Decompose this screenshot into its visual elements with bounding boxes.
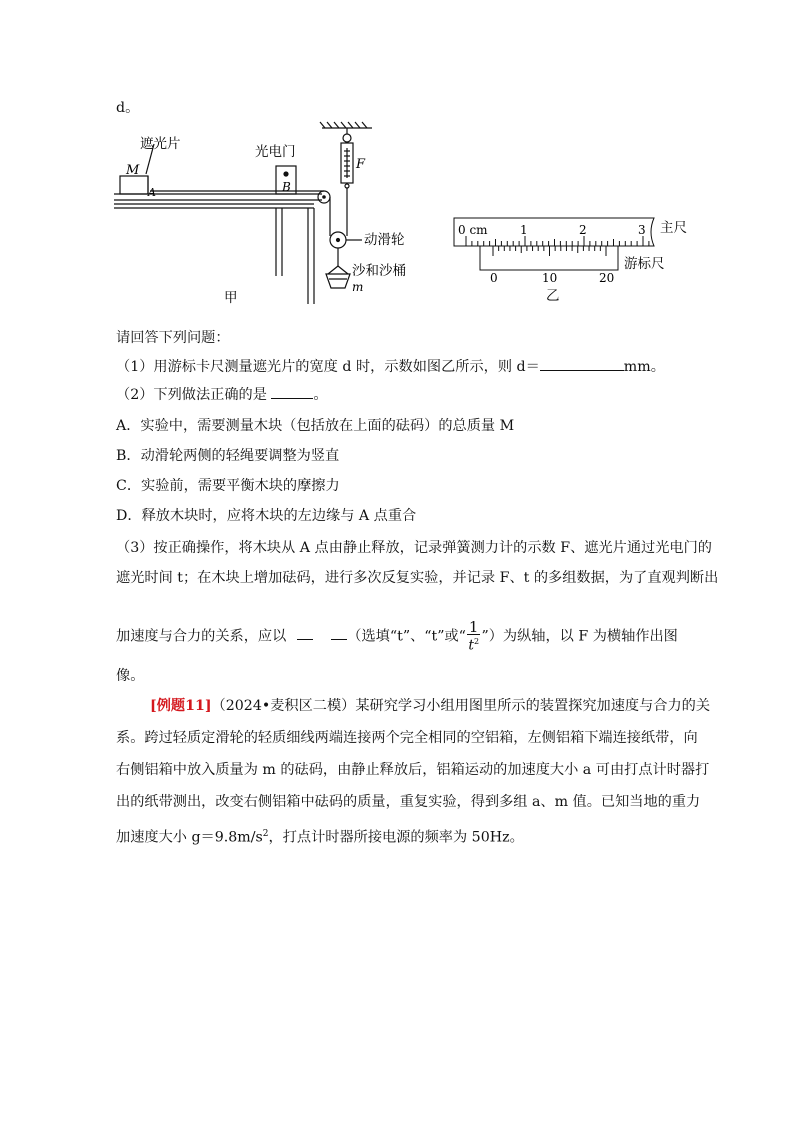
option-c: C．实验前，需要平衡木块的摩擦力 xyxy=(116,478,340,494)
example-l1: （2024•麦积区二模）某研究学习小组用图里所示的装置探究加速度与合力的关 xyxy=(211,698,711,714)
figure-yi xyxy=(446,212,696,304)
label-bucket: 沙和沙桶 xyxy=(352,263,406,279)
q2-text: （2）下列做法正确的是 xyxy=(116,387,272,403)
tick-3: 3 xyxy=(638,223,646,237)
caption-jia: 甲 xyxy=(224,290,238,306)
caption-yi: 乙 xyxy=(546,288,560,304)
label-F: F xyxy=(356,157,366,172)
q2-end: 。 xyxy=(313,387,328,403)
main-scale-label: 主尺 xyxy=(660,220,687,236)
vtick-10: 10 xyxy=(542,271,558,285)
label-shade: 遮光片 xyxy=(140,136,181,152)
q3-line3 xyxy=(116,620,678,653)
intro: 请回答下列问题： xyxy=(116,330,230,346)
top-fragment: d。 xyxy=(116,100,140,116)
label-m: m xyxy=(352,280,364,294)
fraction-exponent: 2 xyxy=(473,637,480,646)
example-line2: 系。跨过轻质定滑轮的轻质细线两端连接两个完全相同的空铝箱，左侧铝箱下端连接纸带，向 xyxy=(116,730,698,746)
label-gate: 光电门 xyxy=(255,144,296,160)
example-l5-b: ，打点计时器所接电源的频率为 50Hz。 xyxy=(268,829,524,846)
q3-text-c: ”）为纵轴，以 F 为横轴作出图 xyxy=(481,628,678,645)
tick-1: 1 xyxy=(520,223,528,237)
question-1 xyxy=(116,356,665,377)
tick-2: 2 xyxy=(579,223,587,237)
vtick-20: 20 xyxy=(599,271,615,285)
vtick-0: 0 xyxy=(490,271,498,285)
label-pulley: 动滑轮 xyxy=(364,232,405,248)
option-a: A．实验中，需要测量木块（包括放在上面的砝码）的总质量 M xyxy=(116,418,515,434)
example-line3: 右侧铝箱中放入质量为 m 的砝码，由静止释放后，铝箱运动的加速度大小 a 可由打点计时器打 xyxy=(116,762,710,778)
q2-answer-blank[interactable] xyxy=(271,384,313,399)
tick-0cm: 0 cm xyxy=(458,223,488,237)
example-l5-sup: 2 xyxy=(262,829,269,839)
example-l5-a: 加速度大小 g＝9.8m/s xyxy=(116,829,263,846)
q3-line2: 遮光时间 t；在木块上增加砝码，进行多次反复实验，并记录 F、t 的多组数据，为了直观判断出 xyxy=(116,570,719,586)
q3-answer-blank-2[interactable] xyxy=(331,625,347,640)
q3-answer-blank-1[interactable] xyxy=(297,625,313,640)
question-2 xyxy=(116,384,328,405)
fraction-one-over-t-squared xyxy=(467,620,481,653)
fraction-denominator: t xyxy=(468,637,474,654)
q3-text-b: （选填“t”、“t”或“ xyxy=(347,628,466,645)
option-b: B．动滑轮两侧的轻绳要调整为竖直 xyxy=(116,448,340,464)
q1-unit: mm。 xyxy=(623,359,665,375)
q3-text-a: 加速度与合力的关系，应以 xyxy=(116,628,287,645)
label-A: A xyxy=(148,186,156,199)
q1-text: （1）用游标卡尺测量遮光片的宽度 d 时，示数如图乙所示，则 d＝ xyxy=(116,359,540,375)
figure-jia xyxy=(110,118,440,310)
q3-line4: 像。 xyxy=(116,668,145,684)
q1-answer-blank[interactable] xyxy=(540,356,624,371)
example-tag: [例题11] xyxy=(150,698,212,714)
example-line1 xyxy=(150,696,710,716)
label-M: M xyxy=(126,163,140,178)
fraction-numerator: 1 xyxy=(468,618,479,636)
vernier-label: 游标尺 xyxy=(624,256,665,272)
label-B: B xyxy=(282,180,291,194)
q3-line1: （3）按正确操作，将木块从 A 点由静止释放，记录弹簧测力计的示数 F、遮光片通过光电门的 xyxy=(116,540,712,556)
example-line4: 出的纸带测出，改变右侧铝箱中砝码的质量，重复实验，得到多组 a、m 值。已知当地的重力 xyxy=(116,794,701,810)
option-d: D．释放木块时，应将木块的左边缘与 A 点重合 xyxy=(116,508,417,524)
example-line5 xyxy=(116,824,524,848)
